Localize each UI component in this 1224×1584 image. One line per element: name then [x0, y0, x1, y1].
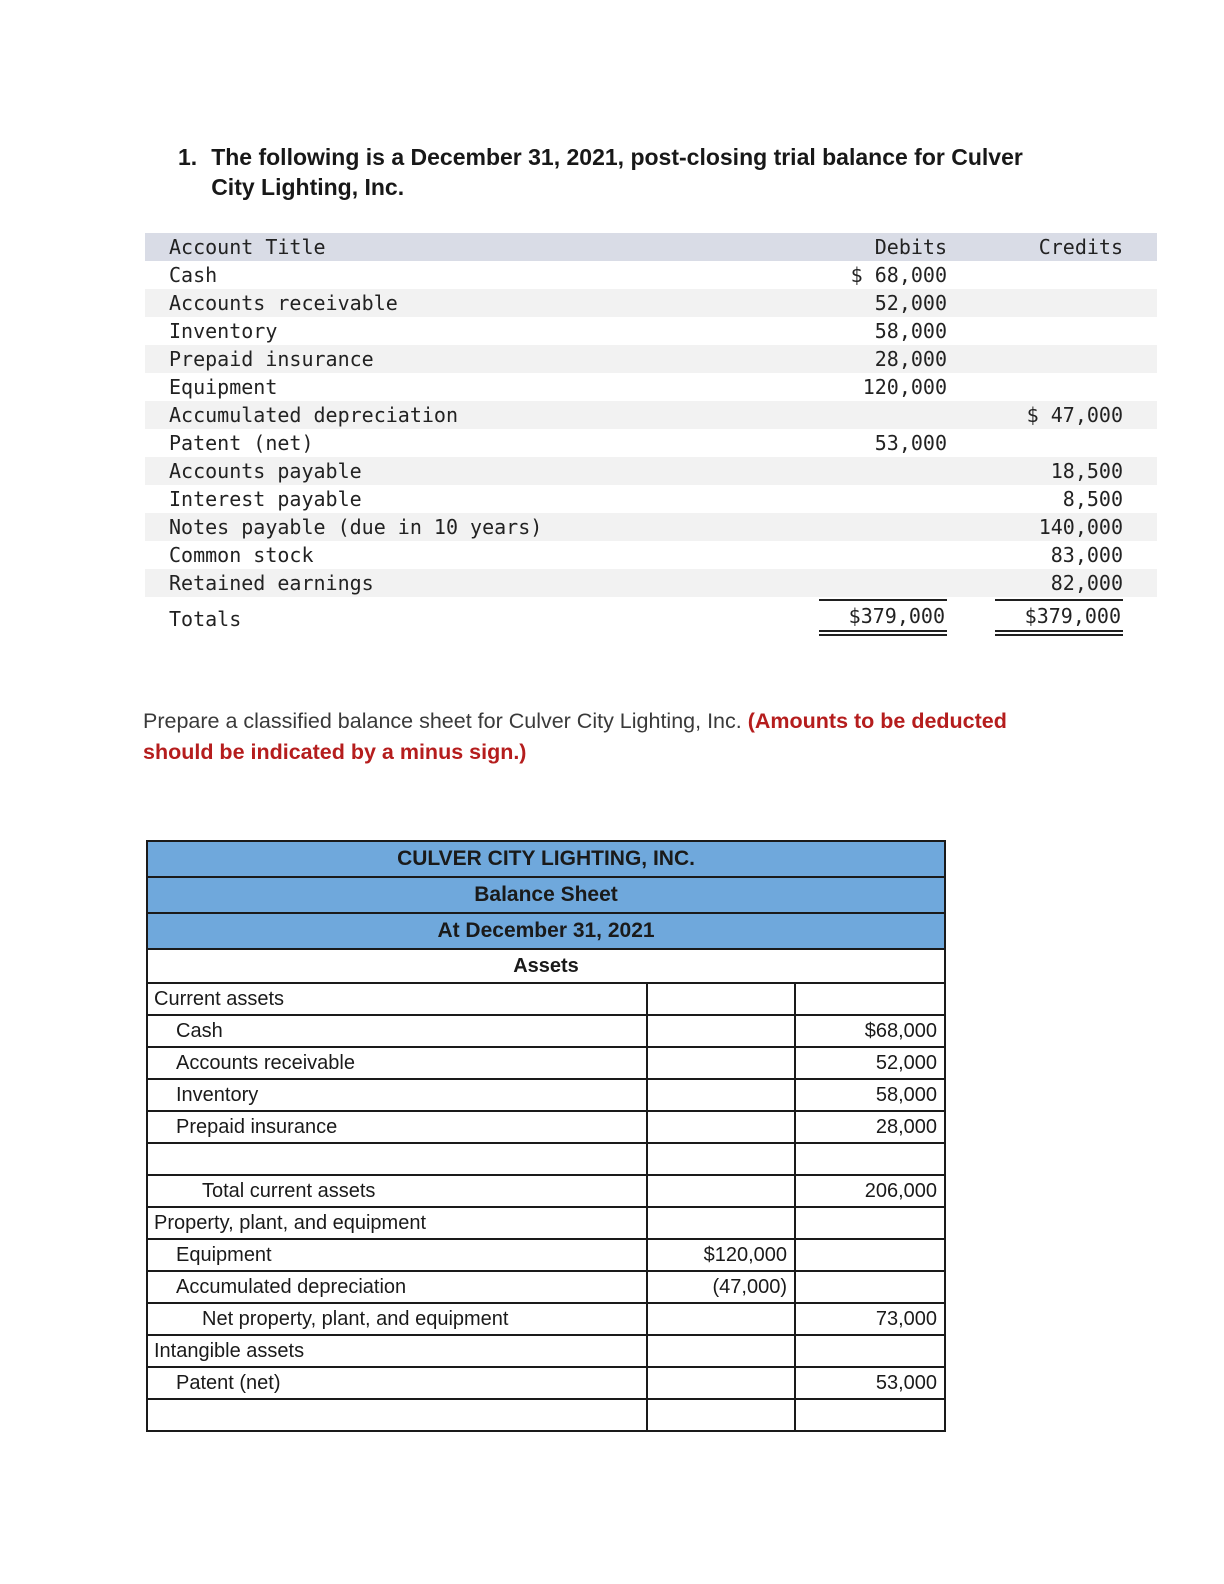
table-row [147, 983, 945, 1015]
label-cell: Prepaid insurance [147, 1111, 647, 1143]
debit-cell: 120,000 [862, 375, 947, 399]
amount-input-cell[interactable] [647, 1079, 795, 1111]
balance-sheet-date-row [147, 913, 945, 949]
table-row [145, 541, 1157, 569]
credit-cell: 83,000 [1050, 543, 1123, 567]
label-cell [147, 1399, 647, 1431]
totals-label: Totals [169, 607, 242, 631]
problem-number: 1. [178, 144, 198, 170]
account-cell: Cash [169, 263, 218, 287]
table-row [145, 569, 1157, 597]
table-row [145, 513, 1157, 541]
label-cell [147, 1143, 647, 1175]
credit-cell [953, 261, 1157, 289]
amount-input-cell[interactable] [647, 1335, 795, 1367]
debit-cell [812, 569, 953, 597]
credit-cell [953, 317, 1157, 345]
table-row [145, 457, 1157, 485]
amount-input-cell[interactable]: 206,000 [795, 1175, 945, 1207]
problem-heading [178, 142, 1071, 202]
table-row [145, 429, 1157, 457]
account-cell: Notes payable (due in 10 years) [169, 515, 543, 539]
table-row [147, 1239, 945, 1271]
debit-cell [812, 457, 953, 485]
balance-sheet-subtitle-row [147, 877, 945, 913]
label-cell: Accumulated depreciation [147, 1271, 647, 1303]
amount-input-cell[interactable]: 53,000 [795, 1367, 945, 1399]
debit-cell: $ 68,000 [850, 263, 947, 287]
table-row [147, 1079, 945, 1111]
company-title: CULVER CITY LIGHTING, INC. [147, 841, 945, 877]
debit-cell: 28,000 [874, 347, 947, 371]
table-row [147, 1015, 945, 1047]
statement-title: Balance Sheet [147, 877, 945, 913]
account-cell: Patent (net) [169, 431, 314, 455]
instruction-normal: Prepare a classified balance sheet for Culver City Lighting, Inc. [143, 708, 748, 733]
account-cell: Common stock [169, 543, 314, 567]
table-row [147, 1207, 945, 1239]
account-cell: Accounts payable [169, 459, 362, 483]
balance-sheet-title-row [147, 841, 945, 877]
amount-input-cell[interactable] [647, 983, 795, 1015]
table-row [145, 373, 1157, 401]
table-row [145, 485, 1157, 513]
amount-input-cell[interactable] [647, 1399, 795, 1431]
debit-cell: 52,000 [874, 291, 947, 315]
amount-input-cell[interactable] [647, 1303, 795, 1335]
amount-input-cell[interactable]: $68,000 [795, 1015, 945, 1047]
credit-cell: $ 47,000 [1026, 403, 1123, 427]
totals-debit-amount: $379,000 [819, 599, 947, 636]
amount-input-cell[interactable] [647, 1143, 795, 1175]
trial-balance-header-row [145, 233, 1157, 261]
amount-input-cell[interactable] [795, 1271, 945, 1303]
amount-input-cell[interactable] [647, 1047, 795, 1079]
amount-input-cell[interactable] [795, 1335, 945, 1367]
label-cell: Cash [147, 1015, 647, 1047]
label-cell: Accounts receivable [147, 1047, 647, 1079]
credit-cell [953, 289, 1157, 317]
amount-input-cell[interactable] [647, 1207, 795, 1239]
table-row [145, 345, 1157, 373]
instruction-emphasis: (Amounts to be deducted should be indicated by a minus sign.) [143, 708, 1007, 764]
credit-cell [953, 429, 1157, 457]
credit-cell [953, 373, 1157, 401]
totals-credit-amount: $379,000 [995, 599, 1123, 636]
credit-cell: 18,500 [1050, 459, 1123, 483]
table-row [145, 261, 1157, 289]
balance-sheet-table [146, 840, 946, 1432]
account-cell: Inventory [169, 319, 278, 343]
table-row [147, 1303, 945, 1335]
totals-debit-cell [812, 597, 953, 638]
label-cell: Patent (net) [147, 1367, 647, 1399]
amount-input-cell[interactable]: 58,000 [795, 1079, 945, 1111]
section-header-row [147, 949, 945, 983]
amount-input-cell[interactable] [647, 1175, 795, 1207]
table-row [147, 1111, 945, 1143]
trial-balance-table [145, 233, 1157, 638]
amount-input-cell[interactable] [795, 1239, 945, 1271]
table-row [147, 1047, 945, 1079]
amount-input-cell[interactable]: $120,000 [647, 1239, 795, 1271]
label-cell: Net property, plant, and equipment [147, 1303, 647, 1335]
debit-cell: 53,000 [874, 431, 947, 455]
label-cell: Equipment [147, 1239, 647, 1271]
label-cell: Total current assets [147, 1175, 647, 1207]
credit-cell [953, 345, 1157, 373]
table-row [147, 1367, 945, 1399]
column-header-account-title: Account Title [169, 235, 326, 259]
credit-cell: 140,000 [1038, 515, 1123, 539]
section-header-assets: Assets [147, 949, 945, 983]
label-cell: Intangible assets [147, 1335, 647, 1367]
label-cell: Inventory [147, 1079, 647, 1111]
account-cell: Interest payable [169, 487, 362, 511]
amount-input-cell[interactable] [795, 983, 945, 1015]
amount-input-cell[interactable] [647, 1015, 795, 1047]
table-row [147, 1271, 945, 1303]
column-header-debits: Debits [874, 235, 947, 259]
debit-cell [812, 401, 953, 429]
amount-input-cell[interactable]: 52,000 [795, 1047, 945, 1079]
column-header-credits: Credits [1038, 235, 1123, 259]
table-row [147, 1399, 945, 1431]
table-row [145, 289, 1157, 317]
amount-input-cell[interactable] [795, 1207, 945, 1239]
debit-cell [812, 485, 953, 513]
credit-cell: 82,000 [1050, 571, 1123, 595]
credit-cell: 8,500 [1062, 487, 1123, 511]
debit-cell [812, 513, 953, 541]
account-cell: Equipment [169, 375, 278, 399]
amount-input-cell[interactable]: (47,000) [647, 1271, 795, 1303]
table-row [147, 1143, 945, 1175]
table-row [145, 317, 1157, 345]
amount-input-cell[interactable] [647, 1111, 795, 1143]
amount-input-cell[interactable] [647, 1367, 795, 1399]
amount-input-cell[interactable]: 28,000 [795, 1111, 945, 1143]
statement-date: At December 31, 2021 [147, 913, 945, 949]
table-row [145, 401, 1157, 429]
label-cell: Current assets [147, 983, 647, 1015]
account-cell: Accounts receivable [169, 291, 398, 315]
amount-input-cell[interactable] [795, 1399, 945, 1431]
table-row [147, 1175, 945, 1207]
debit-cell [812, 541, 953, 569]
label-cell: Property, plant, and equipment [147, 1207, 647, 1239]
totals-credit-cell [953, 597, 1157, 638]
debit-cell: 58,000 [874, 319, 947, 343]
problem-text: The following is a December 31, 2021, post-closing trial balance for Culver City Lighting, Inc. [211, 144, 1023, 200]
account-cell: Accumulated depreciation [169, 403, 458, 427]
account-cell: Prepaid insurance [169, 347, 374, 371]
account-cell: Retained earnings [169, 571, 374, 595]
amount-input-cell[interactable]: 73,000 [795, 1303, 945, 1335]
totals-row [145, 597, 1157, 638]
instruction-text [143, 706, 1073, 768]
amount-input-cell[interactable] [795, 1143, 945, 1175]
table-row [147, 1335, 945, 1367]
